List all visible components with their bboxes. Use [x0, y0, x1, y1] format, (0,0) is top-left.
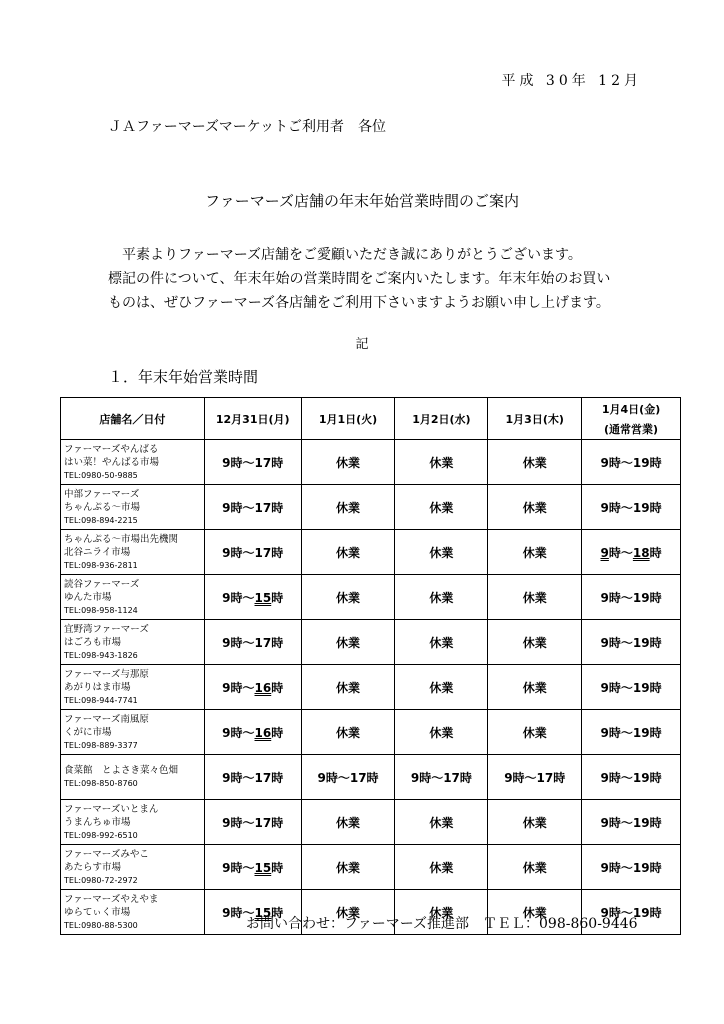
hours-dec31: 9時～17時: [204, 800, 301, 845]
store-tel: TEL:0980-72-2972: [64, 875, 138, 885]
store-cell: [61, 575, 205, 620]
hours-jan2: 休業: [395, 800, 488, 845]
hours-jan4: 9時～18時: [582, 530, 681, 575]
hours-jan2: 休業: [395, 665, 488, 710]
hours-jan3: 休業: [488, 890, 582, 935]
hours-jan4: 9時～19時: [582, 755, 681, 800]
hours-jan1: 休業: [301, 440, 395, 485]
store-tel: TEL:098-944-7741: [64, 695, 138, 705]
paragraph-line: 標記の件について、年末年始の営業時間をご案内いたします。年末年始のお買い: [108, 271, 611, 287]
hours-jan1: 休業: [301, 710, 395, 755]
contact-info: お問い合わせ：ファーマーズ推進部 ＴＥＬ：098-860-9446: [246, 916, 638, 932]
section-title: １．年末年始営業時間: [108, 368, 259, 386]
table-row: [61, 845, 681, 890]
hours-jan1: 9時～17時: [301, 755, 395, 800]
store-tel: TEL:098-889-3377: [64, 740, 138, 750]
store-tel: TEL:098-894-2215: [64, 515, 138, 525]
store-name: はごろも市場: [64, 636, 122, 648]
store-name: くがに市場: [64, 726, 112, 738]
store-name: はい菜！やんばる市場: [64, 456, 160, 468]
store-name: 中部ファーマーズ: [64, 488, 140, 500]
store-cell: [61, 440, 205, 485]
hours-jan4: 9時～19時: [582, 710, 681, 755]
store-cell: [61, 845, 205, 890]
store-name: 宜野湾ファーマーズ: [64, 623, 149, 635]
store-tel: TEL:098-943-1826: [64, 650, 138, 660]
hours-dec31: 9時～17時: [204, 620, 301, 665]
header-jan4: [582, 398, 681, 440]
store-cell: [61, 710, 205, 755]
hours-dec31: 9時～15時: [204, 845, 301, 890]
store-name: ファーマーズやんばる: [64, 443, 159, 455]
ki-mark: 記: [355, 337, 369, 352]
hours-jan1: 休業: [301, 845, 395, 890]
store-cell: [61, 800, 205, 845]
hours-dec31: 9時～17時: [204, 440, 301, 485]
table-row: [61, 620, 681, 665]
store-name: ファーマーズみやこ: [64, 848, 149, 860]
store-tel: TEL:098-850-8760: [64, 779, 138, 788]
table-row: [61, 530, 681, 575]
header-jan4-note: (通常営業): [604, 422, 659, 436]
changed-hour: 15: [254, 905, 272, 920]
hours-table: [60, 397, 681, 935]
hours-jan1: 休業: [301, 530, 395, 575]
hours-jan1: 休業: [301, 800, 395, 845]
hours-jan4: 9時～19時: [582, 440, 681, 485]
changed-hour: 16: [254, 680, 272, 695]
store-name: うまんちゅ市場: [64, 816, 131, 828]
header-jan3: 1月3日(木): [488, 398, 582, 440]
intro-paragraph: [108, 243, 648, 315]
store-cell: [61, 530, 205, 575]
hours-jan3: 休業: [488, 620, 582, 665]
store-name: 北谷ニライ市場: [64, 546, 131, 558]
store-name: 食菜館 とよさき菜々色畑: [64, 765, 179, 776]
store-tel: TEL:098-936-2811: [64, 560, 138, 570]
hours-jan3: 休業: [488, 530, 582, 575]
store-name: ファーマーズやえやま: [64, 893, 159, 905]
store-name: ゆらてぃく市場: [64, 906, 131, 918]
paragraph-line: ものは、ぜひファーマーズ各店舗をご利用下さいますようお願い申し上げます。: [108, 295, 610, 311]
hours-jan3: 休業: [488, 800, 582, 845]
hours-jan4: 9時～19時: [582, 620, 681, 665]
hours-jan4: 9時～19時: [582, 665, 681, 710]
table-row: [61, 710, 681, 755]
hours-jan3: 休業: [488, 710, 582, 755]
document-date: 平成 30年 12月: [501, 73, 642, 89]
hours-jan2: 9時～17時: [395, 755, 488, 800]
addressee: ＪＡファーマーズマーケットご利用者 各位: [108, 119, 387, 135]
hours-jan1: 休業: [301, 665, 395, 710]
store-cell: [61, 620, 205, 665]
hours-dec31: 9時～17時: [204, 485, 301, 530]
changed-hour: 15: [254, 590, 272, 605]
hours-jan2: 休業: [395, 710, 488, 755]
hours-jan3: 9時～17時: [488, 755, 582, 800]
hours-jan4: 9時～19時: [582, 800, 681, 845]
store-name: ファーマーズ南風原: [64, 713, 149, 725]
changed-hour: 15: [254, 860, 272, 875]
hours-jan2: 休業: [395, 575, 488, 620]
hours-dec31: 9時～17時: [204, 755, 301, 800]
hours-dec31: 9時～17時: [204, 530, 301, 575]
hours-jan2: 休業: [395, 890, 488, 935]
header-store: 店舗名／日付: [61, 398, 205, 440]
hours-jan2: 休業: [395, 620, 488, 665]
hours-jan1: 休業: [301, 575, 395, 620]
store-tel: TEL:098-992-6510: [64, 830, 138, 840]
table-header-row: [61, 398, 681, 440]
document-title: ファーマーズ店舗の年末年始営業時間のご案内: [205, 192, 519, 210]
store-tel: TEL:0980-50-9885: [64, 470, 138, 480]
table-row: [61, 575, 681, 620]
table-row: [61, 440, 681, 485]
table-row: [61, 665, 681, 710]
store-cell: [61, 890, 205, 935]
changed-hour: 18: [632, 545, 650, 560]
hours-dec31: 9時～15時: [204, 575, 301, 620]
header-jan2: 1月2日(水): [395, 398, 488, 440]
hours-dec31: 9時～16時: [204, 665, 301, 710]
store-name: ちゃんぷる～市場: [64, 501, 141, 513]
header-jan1: 1月1日(火): [301, 398, 395, 440]
hours-dec31: 9時～15時: [204, 890, 301, 935]
hours-jan1: 休業: [301, 485, 395, 530]
hours-jan4: 9時～19時: [582, 845, 681, 890]
store-name: あたらす市場: [64, 861, 122, 873]
store-cell: [61, 485, 205, 530]
hours-jan3: 休業: [488, 440, 582, 485]
hours-jan3: 休業: [488, 845, 582, 890]
table-row: [61, 800, 681, 845]
table-row: [61, 485, 681, 530]
hours-jan1: 休業: [301, 620, 395, 665]
hours-jan3: 休業: [488, 485, 582, 530]
store-tel: TEL:0980-88-5300: [64, 920, 138, 930]
hours-jan4: 9時～19時: [582, 575, 681, 620]
hours-jan2: 休業: [395, 440, 488, 485]
store-tel: TEL:098-958-1124: [64, 605, 138, 615]
hours-dec31: 9時～16時: [204, 710, 301, 755]
store-cell: [61, 755, 205, 800]
table-row: [61, 755, 681, 800]
hours-jan3: 休業: [488, 575, 582, 620]
header-jan4-date: 1月4日(金): [601, 402, 661, 416]
store-name: 読谷ファーマーズ: [64, 578, 140, 590]
store-name: あがりはま市場: [64, 681, 131, 693]
hours-jan4: 9時～19時: [582, 890, 681, 935]
hours-jan1: 休業: [301, 890, 395, 935]
changed-hour: 16: [254, 725, 272, 740]
changed-hour: 9: [600, 545, 609, 560]
hours-jan4: 9時～19時: [582, 485, 681, 530]
store-name: ゆんた市場: [64, 591, 112, 603]
hours-jan2: 休業: [395, 530, 488, 575]
paragraph-line: 平素よりファーマーズ店舗をご愛顧いただき誠にありがとうございます。: [122, 247, 582, 263]
hours-jan2: 休業: [395, 845, 488, 890]
header-dec31: 12月31日(月): [204, 398, 301, 440]
store-cell: [61, 665, 205, 710]
store-name: ちゃんぷる～市場出先機関: [64, 533, 179, 545]
hours-jan2: 休業: [395, 485, 488, 530]
hours-jan3: 休業: [488, 665, 582, 710]
store-name: ファーマーズいとまん: [64, 803, 159, 815]
store-name: ファーマーズ与那原: [64, 668, 149, 680]
